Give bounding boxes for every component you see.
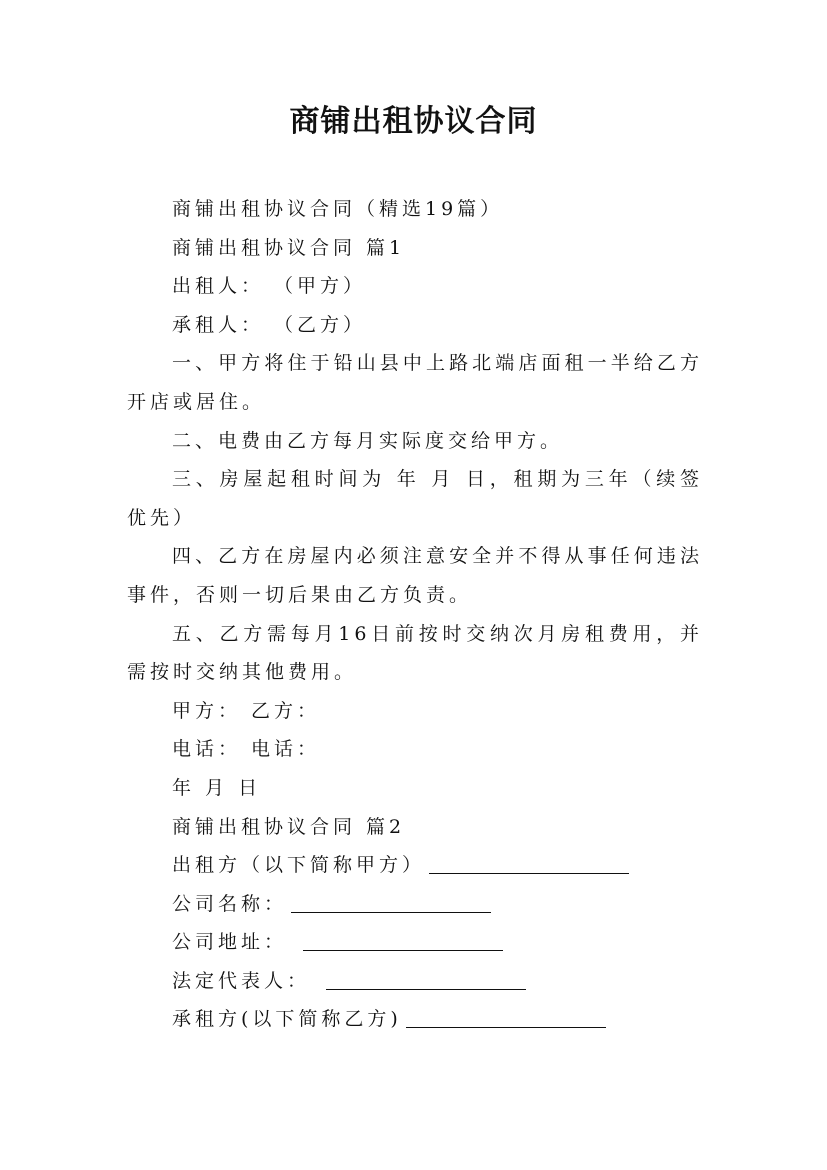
paragraph-subtitle: 商铺出租协议合同（精选19篇）: [172, 198, 504, 220]
paragraph-lessee: 承租人： （乙方）: [172, 313, 367, 336]
paragraph-clause-3: 三、房屋起租时间为 年 月 日，租期为三年（续签优先）: [127, 468, 703, 529]
blank-underline: [303, 930, 503, 951]
blank-underline: [291, 892, 491, 913]
paragraph-lessor: 出租人： （甲方）: [172, 275, 367, 298]
fill-line-label: 法定代表人：: [172, 969, 311, 992]
paragraph-section-1-heading: 商铺出租协议合同 篇1: [172, 236, 406, 259]
fill-line-legal-representative: [127, 962, 703, 1001]
blank-underline: [406, 1007, 606, 1028]
blank-underline: [326, 969, 526, 990]
paragraph-signature-phones: 电话： 电话：: [172, 738, 321, 761]
blank-underline: [429, 853, 629, 874]
paragraph-clause-2: 二、电费由乙方每月实际度交给甲方。: [172, 429, 564, 452]
paragraph-clause-4: 四、乙方在房屋内必须注意安全并不得从事任何违法事件，否则一切后果由乙方负责。: [127, 545, 703, 606]
paragraph-signature-date: 年 月 日: [172, 776, 262, 799]
fill-line-lessee: [127, 1000, 703, 1039]
paragraph-clause-1: 一、甲方将住于铅山县中上路北端店面租一半给乙方开店或居住。: [127, 352, 703, 413]
paragraph-clause-5: 五、乙方需每月16日前按时交纳次月房租费用，并需按时交纳其他费用。: [127, 622, 703, 684]
document-body: [127, 190, 703, 1039]
fill-line-label: 承租方(以下简称乙方): [172, 1008, 402, 1031]
fill-line-lessor: [127, 846, 703, 885]
fill-line-label: 公司地址：: [172, 931, 288, 954]
fill-line-label: 出租方（以下简称甲方）: [172, 854, 426, 877]
fill-line-company-name: [127, 885, 703, 924]
paragraph-signature-parties: 甲方： 乙方：: [172, 699, 321, 722]
paragraph-section-2-heading: 商铺出租协议合同 篇2: [172, 815, 406, 838]
document-title: 商铺出租协议合同: [289, 104, 538, 139]
fill-line-company-address: [127, 923, 703, 962]
fill-line-label: 公司名称：: [172, 892, 288, 915]
